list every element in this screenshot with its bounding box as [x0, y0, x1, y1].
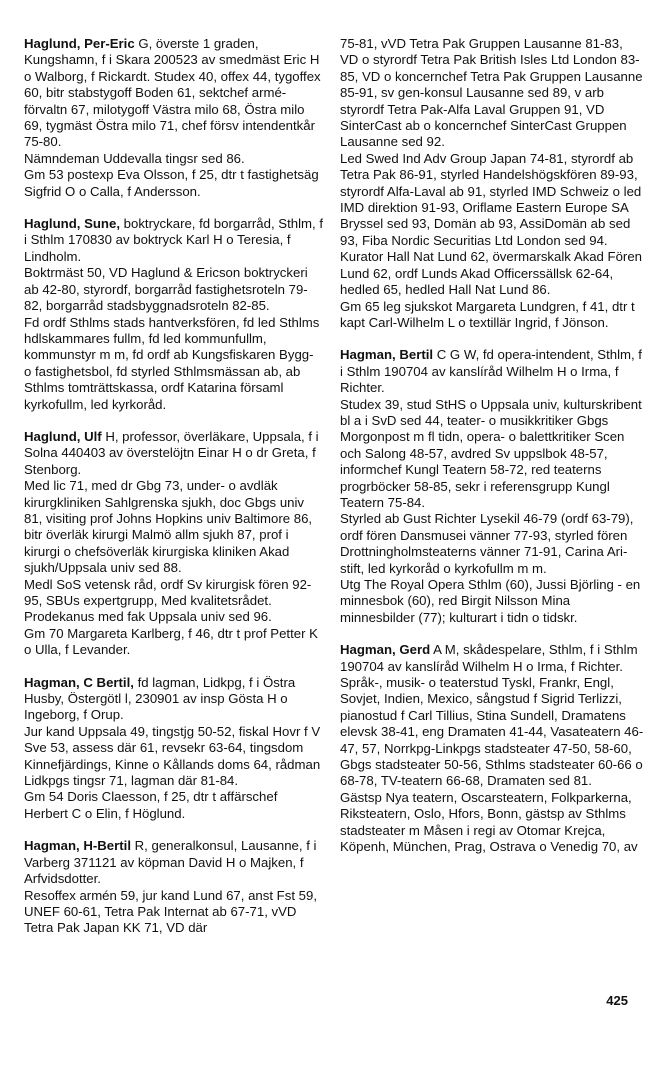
- entry-haglund-sune: [24, 216, 324, 413]
- entry-hagman-gerd: [340, 642, 644, 855]
- entry-paragraph: Nämndeman Uddevalla tingsr sed 86.: [24, 150, 245, 166]
- entry-paragraph: [24, 675, 324, 724]
- entry-paragraph: Språk-, musik- o teaterstud Tyskl, Frankr, Engl, Sovjet, Indien, Mexico, sångstud f Sigrid Terlizzi, pianostud f Carl Tillius, Stina Sundell, Dramatens elevsk 38-41, eng Dramaten 41-44, Vasateatern 46-47, 57, Norrkpg-Linkpgs stadsteater 47-50, 58-60, Gbgs stadsteater 50-56, Sthlms stadsteater 60-66 o 68-78, TV-teatern 66-68, Dramaten sed 81.: [340, 675, 644, 789]
- entry-text: boktryckare, fd borgarråd, Sthlm, f i Sthlm 170830 av boktryck Karl H o Teresia, f Lindholm.: [24, 216, 324, 264]
- entry-paragraph: Med lic 71, med dr Gbg 73, under- o avdläk kirurgkliniken Sahlgrenska sjukh, doc Gbgs univ 81, visiting prof Johns Hopkins univ Baltimore 86, bitr överläk kirurgi Malmö allm sjukh 87, prof i kirurgi o chefsöverläk kirurgiska kliniken Akad sjukh/Uppsala univ sed 88.: [24, 478, 313, 576]
- entry-paragraph: Gästsp Nya teatern, Oscarsteatern, Folkparkerna, Riksteatern, Oslo, Hfors, Bonn, gästsp av Sthlms stadsteater m Måsen i regi av Otomar Krejca, Köpenh, München, Prag, Ostrava o Venedig 70, av: [340, 789, 638, 855]
- entry-text: R, generalkonsul, Lausanne, f i Varberg 371121 av köpman David H o Majken, f Arfvidsdotter.: [24, 838, 317, 887]
- right-column: [340, 36, 644, 872]
- entry-paragraph: Resoffex armén 59, jur kand Lund 67, anst Fst 59, UNEF 60-61, Tetra Pak Internat ab 67-71, vVD Tetra Pak Japan KK 71, VD där: [24, 887, 317, 936]
- entry-paragraph: Fd ordf Sthlms stads hantverksfören, fd led Sthlms hdlskammares fullm, fd led kommunfullm, kommunstyr m m, fd ordf ab Kungsfiskaren Bygg- o fastighetsbol, fd styrled Sthlmsmässan ab, ab Sthlms tomträttskassa, ordf Katarina församl kyrkofullm, led kyrkoråd.: [24, 314, 320, 412]
- entry-text: A M, skådespelare, Sthlm, f i Sthlm 190704 av kanslíråd Wilhelm H o Irma, f Richter.: [340, 642, 638, 674]
- entry-heading: Hagman, H-Bertil: [24, 838, 131, 854]
- entry-paragraph: Utg The Royal Opera Sthlm (60), Jussi Björling - en minnesbok (60), red Birgit Nilsson Mina minnesbilder (77); kulturart i tidn o tidskr.: [340, 577, 641, 625]
- left-column: [24, 36, 324, 953]
- entry-paragraph: Gm 53 postexp Eva Olsson, f 25, dtr t fastighetsäg Sigfrid O o Calla, f Andersson.: [24, 167, 319, 199]
- page-number: 425: [606, 993, 628, 1008]
- entry-paragraph: Styrled ab Gust Richter Lysekil 46-79 (ordf 63-79), ordf fören Dansmusei vänner 77-93, styrled fören Drottningholmsteaterns vänner 71-91, Carina Ari-stift, led kyrkoråd o kyrkofullm m m.: [340, 511, 634, 576]
- entry-paragraph: [24, 36, 324, 151]
- entry-paragraph: [24, 838, 324, 887]
- entry-heading: Haglund, Sune,: [24, 216, 120, 232]
- entry-paragraph: Led Swed Ind Adv Group Japan 74-81, styrordf ab Tetra Pak 86-91, styrled Handelshögskfören 89-93, styrordf Alfa-Laval ab 91, styrled IMD Schweiz o led IMD direktion 91-93, Oriflame Eastern Europe SA Bryssel sed 93, Domän ab 93, AssiDomän ab sed 93, Fiba Nordic Securitias Ltd London sed 94.: [340, 150, 642, 248]
- entry-hagman-c-bertil: [24, 675, 324, 823]
- entry-paragraph: Gm 70 Margareta Karlberg, f 46, dtr t prof Petter K o Ulla, f Levander.: [24, 625, 318, 658]
- entry-heading: Haglund, Per-Eric: [24, 36, 135, 51]
- entry-heading: Hagman, Bertil: [340, 347, 434, 363]
- entry-heading: Hagman, Gerd: [340, 642, 431, 658]
- entry-hagman-bertil: [340, 347, 644, 626]
- entry-text: G, överste 1 graden, Kungshamn, f i Skara 200523 av smedmäst Eric H o Walborg, f Rickardt. Studex 40, offex 44, tygoffex 60, bitr stabstygoff Boden 61, sektchef armé-förvaltn 67, milotygoff Västra milo 68, Östra milo 69, tygmäst Östra milo 71, chef försv intendentkår 75-80.: [24, 36, 321, 150]
- entry-haglund-ulf: [24, 429, 324, 659]
- entry-hagman-h-bertil: [24, 838, 324, 936]
- entry-haglund-per-eric: [24, 36, 324, 200]
- entry-hagman-h-bertil-continued: [340, 36, 644, 331]
- entry-paragraph: Boktrmäst 50, VD Haglund & Ericson boktryckeri ab 42-80, styrordf, borgarråd fastighetsroteln 79-82, borgarråd stadsbyggnadsroteln 82-85.: [24, 265, 308, 314]
- entry-paragraph: Medl SoS vetensk råd, ordf Sv kirurgisk fören 92-95, SBUs expertgrupp, Med kvalitetsrådet.: [24, 576, 312, 608]
- entry-paragraph: [340, 642, 644, 675]
- entry-text: C G W, fd opera-intendent, Sthlm, f i Sthlm 190704 av kanslíråd Wilhelm H o Irma, f Richter.: [340, 347, 642, 396]
- entry-heading: Haglund, Ulf: [24, 428, 102, 444]
- entry-paragraph: [340, 347, 644, 396]
- entry-paragraph: Kurator Hall Nat Lund 62, övermarskalk Akad Fören Lund 62, ordf Lunds Akad Officerssällsk 62-64, hedled 65, hedled Hall Nat Lund 86.: [340, 249, 642, 298]
- entry-paragraph: Gm 54 Doris Claesson, f 25, dtr t affärschef Herbert C o Elin, f Höglund.: [24, 789, 278, 821]
- entry-paragraph: [24, 429, 324, 478]
- entry-paragraph: Prodekanus med fak Uppsala univ sed 96.: [24, 609, 272, 625]
- entry-paragraph: Gm 65 leg sjukskot Margareta Lundgren, f 41, dtr t kapt Carl-Wilhelm L o textillär Ingrid, f Jönson.: [340, 298, 635, 330]
- entry-paragraph: Studex 39, stud StHS o Uppsala univ, kulturskribent bl a i SvD sed 44, teater- o musikkritiker Gbgs Morgonpost m fl tidn, opera- o balettkritiker Scen och Salong 48-57, avdred Sv uppslbok 48-57, informchef Kungl Teatern 58-72, red teaterns progrböcker 58-85, sekr i referensgrupp Kungl Teatern 75-84.: [340, 396, 642, 510]
- entry-paragraph: [24, 216, 324, 265]
- entry-paragraph: 75-81, vVD Tetra Pak Gruppen Lausanne 81-83, VD o styrordf Tetra Pak British Isles Ltd London 83-85, VD o koncernchef Tetra Pak Gruppen Lausanne 85-91, sv gen-konsul Lausanne sed 89, v arb styrordf Tetra Pak-Alfa Laval Gruppen 91, VD SinterCast ab o koncernchef SinterCast Gruppen Lausanne sed 92.: [340, 36, 643, 150]
- entry-text: H, professor, överläkare, Uppsala, f i Solna 440403 av överstelöjtn Einar H o dr Greta, f Stenborg.: [24, 428, 319, 477]
- entry-paragraph: Jur kand Uppsala 49, tingstjg 50-52, fiskal Hovr f V Sve 53, assess där 61, revsekr 63-64, tingsdom Kinnefjärdings, Kinne o Kållands doms 64, rådman Lidkpgs tingsr 71, lagman där 81-84.: [24, 723, 321, 789]
- entry-text: fd lagman, Lidkpg, f i Östra Husby, Östergötl l, 230901 av insp Gösta H o Ingeborg, f Orup.: [24, 674, 296, 723]
- entry-heading: Hagman, C Bertil,: [24, 674, 134, 690]
